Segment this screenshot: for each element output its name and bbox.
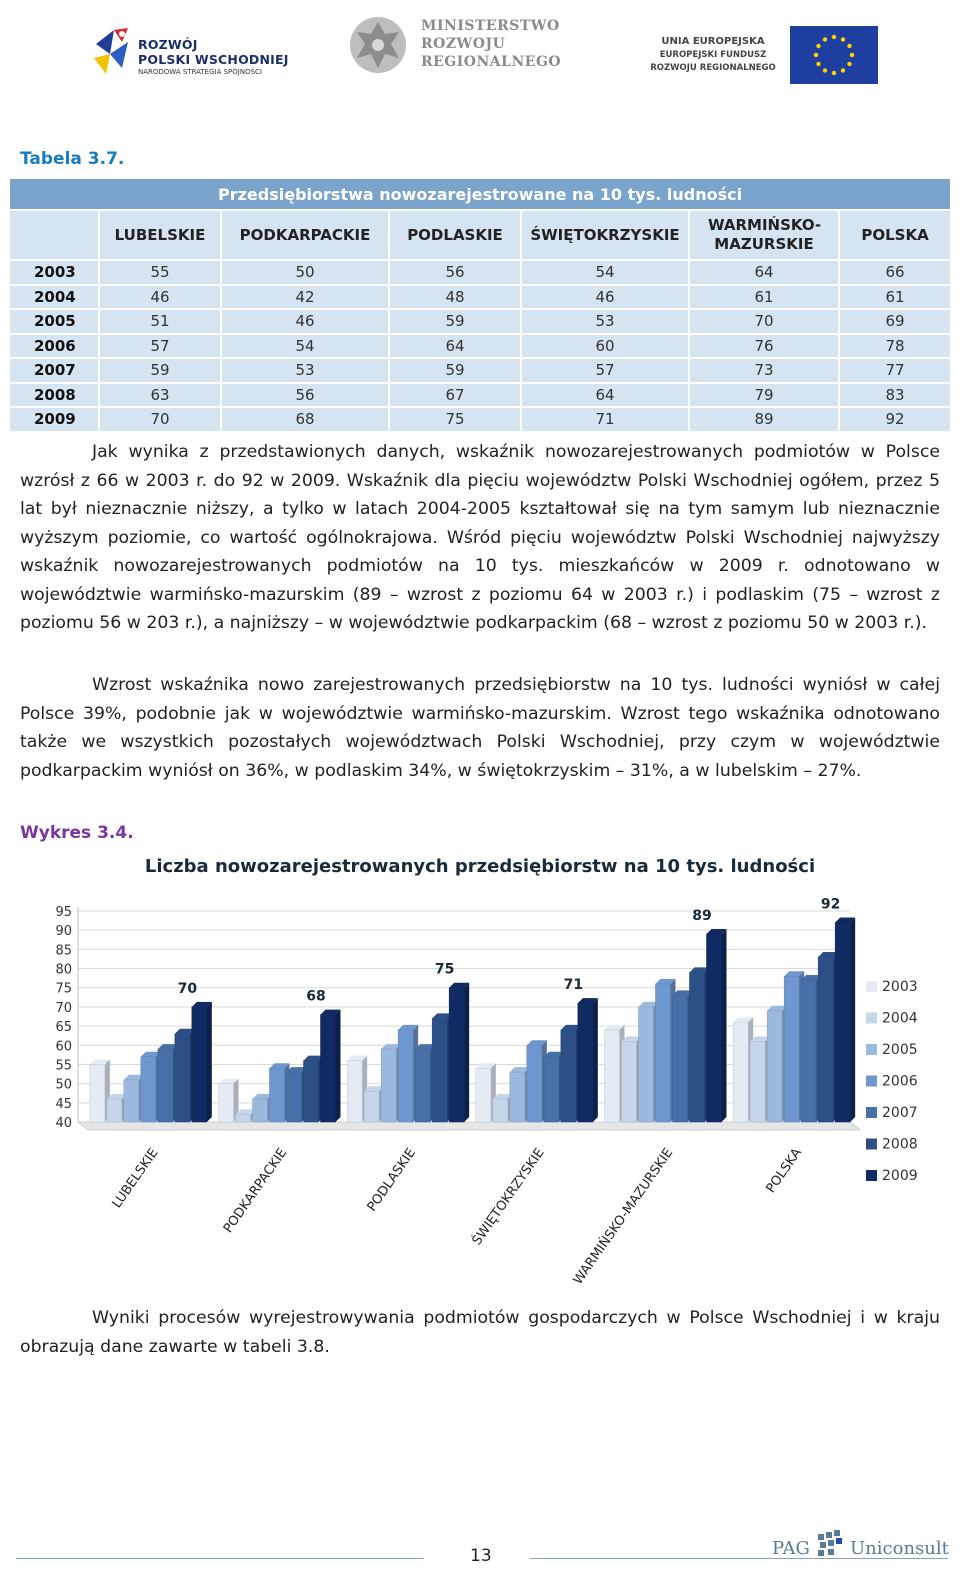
data-label: 75 xyxy=(434,961,455,978)
table-cell: 67 xyxy=(389,383,521,408)
brand-right: Uniconsult xyxy=(850,1538,949,1559)
logo-ue-line1: UNIA EUROPEJSKA xyxy=(661,36,765,47)
table-cell: 61 xyxy=(689,285,839,310)
legend-swatch xyxy=(866,1013,877,1024)
table-cell: 48 xyxy=(389,285,521,310)
bar xyxy=(639,1007,654,1122)
y-tick-label: 55 xyxy=(55,1058,72,1074)
table-cell: 59 xyxy=(99,358,221,383)
paragraph-1 xyxy=(20,438,940,638)
bar xyxy=(141,1057,156,1122)
table-cell: 55 xyxy=(99,260,221,285)
table-row xyxy=(9,309,951,334)
table-cell: 71 xyxy=(521,407,689,432)
table-cell: 60 xyxy=(521,334,689,359)
table-cell: 64 xyxy=(521,383,689,408)
table-row-year: 2005 xyxy=(9,309,99,334)
bar xyxy=(656,984,671,1122)
bar xyxy=(449,988,464,1122)
bar xyxy=(527,1045,542,1122)
y-tick-label: 85 xyxy=(55,943,72,959)
bar xyxy=(304,1061,319,1122)
table-cell: 53 xyxy=(221,358,389,383)
table-cell: 92 xyxy=(839,407,951,432)
legend-swatch xyxy=(866,1076,877,1087)
bar xyxy=(175,1034,190,1122)
chart-title: Liczba nowozarejestrowanych przedsiębiorstw na 10 tys. ludności xyxy=(144,856,816,877)
category-label: LUBELSKIE xyxy=(109,1145,162,1212)
eu-flag-icon xyxy=(790,26,878,84)
legend-label: 2006 xyxy=(882,1073,918,1090)
table-row-year: 2008 xyxy=(9,383,99,408)
table-caption: Tabela 3.7. xyxy=(20,149,125,169)
table-row-year: 2006 xyxy=(9,334,99,359)
bar xyxy=(236,1114,251,1122)
table-header-cell: LUBELSKIE xyxy=(99,210,221,260)
table-header-cell: PODKARPACKIE xyxy=(221,210,389,260)
bar-side xyxy=(722,929,727,1122)
table-cell: 56 xyxy=(389,260,521,285)
table-row xyxy=(9,334,951,359)
data-label: 68 xyxy=(306,988,326,1005)
bar xyxy=(707,934,722,1122)
logo-ue-line3: ROZWOJU REGIONALNEGO xyxy=(650,63,776,73)
bar xyxy=(398,1030,413,1122)
table-cell: 89 xyxy=(689,407,839,432)
logo-ue-line2: EUROPEJSKI FUNDUSZ xyxy=(659,50,767,60)
bar xyxy=(192,1007,207,1122)
bar xyxy=(750,1041,765,1122)
table-title: Przedsiębiorstwa nowozarejestrowane na 10 tys. ludności xyxy=(9,178,951,210)
bar xyxy=(124,1080,139,1122)
bar xyxy=(493,1099,508,1122)
bar-side xyxy=(850,918,855,1122)
paragraph-2 xyxy=(20,671,940,785)
legend-label: 2004 xyxy=(882,1010,918,1027)
logo-unia-europejska xyxy=(640,26,880,84)
table-cell: 50 xyxy=(221,260,389,285)
table-cell: 56 xyxy=(221,383,389,408)
logo-rozwoj-polski-wschodniej xyxy=(92,22,292,82)
table-cell: 54 xyxy=(221,334,389,359)
bar-side xyxy=(593,998,598,1122)
table-row-year: 2009 xyxy=(9,407,99,432)
legend-label: 2008 xyxy=(882,1136,918,1153)
legend-swatch xyxy=(866,1107,877,1118)
table-cell: 78 xyxy=(839,334,951,359)
y-tick-label: 80 xyxy=(55,962,72,978)
logo-mrr-line2: ROZWOJU xyxy=(421,36,506,52)
bar xyxy=(733,1022,748,1122)
legend-label: 2003 xyxy=(882,979,918,995)
bar xyxy=(476,1068,491,1122)
table-row xyxy=(9,407,951,432)
logo-rpw-line2: POLSKI WSCHODNIEJ xyxy=(138,52,289,67)
table-cell: 51 xyxy=(99,309,221,334)
logo-rpw-line3: NARODOWA STRATEGIA SPÓJNOŚCI xyxy=(138,68,262,76)
table-cell: 59 xyxy=(389,358,521,383)
paragraph-3 xyxy=(20,1304,940,1361)
table-cell: 68 xyxy=(221,407,389,432)
category-label: POLSKA xyxy=(763,1145,805,1196)
bar xyxy=(381,1049,396,1122)
data-label: 89 xyxy=(692,908,712,925)
chart-caption: Wykres 3.4. xyxy=(20,823,134,843)
data-label: 71 xyxy=(563,977,584,994)
bar xyxy=(158,1049,173,1122)
paragraph-1-text: Jak wynika z przedstawionych danych, wskaźnik nowozarejestrowanych podmiotów w Polsce wzrósł z 66 w 2003 r. do 92 w 2009. Wskaźnik dla pięciu województw Polski Wschodniej ogółem, przez 5 lat był nieznacznie niższy, a tylko w latach 2004-2005 kształtował się na tym samym lub nieznacznie wyższym poziomie, co wartość ogólnokrajowa. Wśród pięciu województw Polski Wschodniej najwyższy wskaźnik nowozarejestrowanych podmiotów na 10 tys. mieszkańców w 2009 r. odnotowano w województwie warmińsko-mazurskim (89 – wzrost z poziomu 64 w 2003 r.) i podlaskim (75 – wzrost z poziomu 56 w 203 r.), a najniższy – w województwie podkarpackim (68 – wzrost z poziomu 50 w 2003 r.). xyxy=(20,442,940,633)
legend-swatch xyxy=(866,1170,877,1181)
brand-left: PAG xyxy=(772,1538,810,1559)
bar xyxy=(784,976,799,1122)
bar xyxy=(364,1091,379,1122)
table-row-year: 2003 xyxy=(9,260,99,285)
table-cell: 42 xyxy=(221,285,389,310)
legend-swatch xyxy=(866,981,877,992)
data-table xyxy=(8,177,952,433)
legend-label: 2009 xyxy=(882,1168,918,1184)
bar xyxy=(690,972,705,1122)
table-cell: 46 xyxy=(99,285,221,310)
table-cell: 54 xyxy=(521,260,689,285)
bar xyxy=(321,1015,336,1122)
y-tick-label: 75 xyxy=(55,981,72,997)
chart xyxy=(20,846,950,1291)
bar xyxy=(622,1041,637,1122)
table-header-row xyxy=(9,210,951,260)
y-tick-label: 40 xyxy=(55,1116,72,1131)
bar-side xyxy=(336,1010,341,1122)
table-row xyxy=(9,358,951,383)
bar xyxy=(767,1011,782,1122)
logo-rpw-line1: ROZWÓJ xyxy=(138,37,198,52)
y-tick-label: 90 xyxy=(55,924,72,940)
table-row xyxy=(9,285,951,310)
y-tick-label: 60 xyxy=(55,1039,72,1055)
bar xyxy=(544,1057,559,1122)
logo-ministerstwo xyxy=(345,12,575,82)
table-cell: 59 xyxy=(389,309,521,334)
star-logo-icon xyxy=(92,24,132,76)
bar-side xyxy=(464,983,469,1122)
bar xyxy=(673,995,688,1122)
footer-divider-left xyxy=(16,1558,424,1559)
table-cell: 57 xyxy=(521,358,689,383)
bar xyxy=(432,1018,447,1122)
bar xyxy=(561,1030,576,1122)
bar-side xyxy=(207,1002,212,1122)
table-row xyxy=(9,260,951,285)
eagle-emblem-icon xyxy=(345,12,411,78)
table-cell: 83 xyxy=(839,383,951,408)
category-label: PODLASKIE xyxy=(364,1145,419,1215)
chart-floor xyxy=(78,1122,860,1130)
bar xyxy=(801,980,816,1122)
pag-uniconsult-logo xyxy=(772,1530,952,1564)
legend-label: 2005 xyxy=(882,1042,918,1058)
table-cell: 63 xyxy=(99,383,221,408)
data-label: 92 xyxy=(820,896,841,913)
table-header-cell: PODLASKIE xyxy=(389,210,521,260)
dots-logo-icon xyxy=(816,1530,846,1560)
bar xyxy=(578,1003,593,1122)
y-tick-label: 70 xyxy=(55,1000,72,1016)
legend-label: 2007 xyxy=(882,1105,918,1121)
chart-svg xyxy=(20,846,950,1291)
table-cell: 77 xyxy=(839,358,951,383)
table-cell: 76 xyxy=(689,334,839,359)
bar xyxy=(253,1099,268,1122)
table-row-year: 2004 xyxy=(9,285,99,310)
paragraph-3-text: Wyniki procesów wyrejestrowywania podmiotów gospodarczych w Polsce Wschodniej i w kraju obrazują dane zawarte w tabeli 3.8. xyxy=(20,1308,940,1357)
bar xyxy=(107,1099,122,1122)
y-tick-label: 50 xyxy=(55,1077,72,1093)
bar xyxy=(415,1049,430,1122)
legend-swatch xyxy=(866,1139,877,1150)
table-header-cell: ŚWIĘTOKRZYSKIE xyxy=(521,210,689,260)
page-number: 13 xyxy=(470,1546,492,1566)
bar xyxy=(90,1064,105,1122)
data-label: 70 xyxy=(177,980,198,997)
table-header-empty xyxy=(9,210,99,260)
table-cell: 61 xyxy=(839,285,951,310)
table-cell: 79 xyxy=(689,383,839,408)
y-tick-label: 65 xyxy=(55,1020,72,1036)
bar xyxy=(835,923,850,1122)
table-row-year: 2007 xyxy=(9,358,99,383)
header-logos xyxy=(0,0,960,100)
table-cell: 75 xyxy=(389,407,521,432)
table-cell: 73 xyxy=(689,358,839,383)
table-cell: 70 xyxy=(689,309,839,334)
bar xyxy=(818,957,833,1122)
category-label: WARMIŃSKO-MAZURSKIE xyxy=(570,1145,677,1288)
table-cell: 69 xyxy=(839,309,951,334)
bar xyxy=(605,1030,620,1122)
category-label: PODKARPACKIE xyxy=(220,1145,291,1236)
legend-swatch xyxy=(866,1044,877,1055)
table-cell: 53 xyxy=(521,309,689,334)
bar xyxy=(270,1068,285,1122)
table-cell: 64 xyxy=(689,260,839,285)
bar xyxy=(347,1061,362,1122)
table-cell: 66 xyxy=(839,260,951,285)
bar xyxy=(510,1072,525,1122)
paragraph-2-text: Wzrost wskaźnika nowo zarejestrowanych przedsiębiorstw na 10 tys. ludności wyniósł w całej Polsce 39%, podobnie jak w województwie warmińsko-mazurskim. Wzrost tego wskaźnika odnotowano także we wszystkich pozostałych województwach Polski Wschodniej, przy czym w województwie podkarpackim wyniósł on 36%, w podlaskim 34%, w świętokrzyskim – 31%, a w lubelskim – 27%. xyxy=(20,675,940,781)
table-cell: 57 xyxy=(99,334,221,359)
table-cell: 70 xyxy=(99,407,221,432)
logo-mrr-line1: MINISTERSTWO xyxy=(421,18,560,34)
logo-mrr-line3: REGIONALNEGO xyxy=(421,54,562,70)
table-cell: 64 xyxy=(389,334,521,359)
y-tick-label: 95 xyxy=(55,905,72,920)
table-header-cell: WARMIŃSKO-MAZURSKIE xyxy=(689,210,839,260)
bar xyxy=(219,1084,234,1122)
y-tick-label: 45 xyxy=(55,1096,72,1112)
table-row xyxy=(9,383,951,408)
table-cell: 46 xyxy=(521,285,689,310)
table-cell: 46 xyxy=(221,309,389,334)
table-header-cell: POLSKA xyxy=(839,210,951,260)
category-label: ŚWIĘTOKRZYSKIE xyxy=(469,1145,548,1249)
bar xyxy=(287,1072,302,1122)
